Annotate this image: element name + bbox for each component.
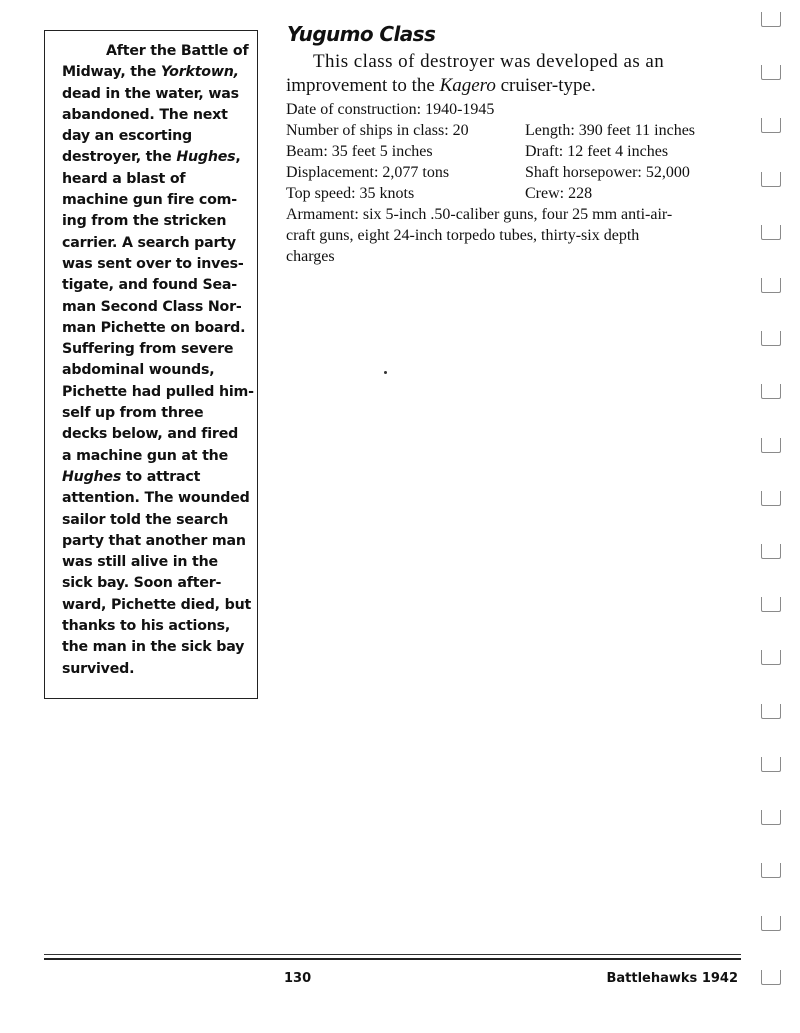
sidebar-line bbox=[62, 126, 249, 147]
sidebar-line bbox=[62, 637, 249, 658]
sidebar-text-run: self up from three bbox=[62, 405, 204, 422]
sidebar-text-run: was still alive in the bbox=[62, 554, 218, 571]
sidebar-line bbox=[62, 233, 249, 254]
binding-hole bbox=[761, 491, 781, 506]
sidebar-line bbox=[62, 382, 254, 403]
sidebar-anecdote-box bbox=[44, 30, 258, 699]
binding-hole bbox=[761, 225, 781, 240]
sidebar-text-run: party that another man bbox=[62, 532, 246, 549]
sidebar-line bbox=[62, 510, 249, 531]
sidebar-italic-run: Yorktown, bbox=[160, 64, 239, 81]
sidebar-text-run: carrier. A search party bbox=[62, 234, 236, 251]
sidebar-text-run: ward, Pichette died, but bbox=[62, 596, 252, 613]
sidebar-italic-run: Hughes bbox=[176, 149, 236, 166]
sidebar-text-run: ing from the stricken bbox=[62, 213, 227, 230]
sidebar-text-run: machine gun fire com- bbox=[62, 192, 237, 209]
sidebar-text-run: abandoned. The next bbox=[62, 106, 228, 123]
binding-hole bbox=[761, 916, 781, 931]
date-of-construction: Date of construction: 1940-1945 bbox=[286, 101, 495, 118]
sidebar-line bbox=[62, 573, 249, 594]
sidebar-line bbox=[62, 467, 249, 488]
binding-hole bbox=[761, 650, 781, 665]
binding-hole bbox=[761, 704, 781, 719]
binding-hole bbox=[761, 12, 781, 27]
sidebar-line bbox=[62, 318, 249, 339]
binding-hole bbox=[761, 438, 781, 453]
binding-hole bbox=[761, 544, 781, 559]
sidebar-text-run: survived. bbox=[62, 660, 135, 677]
sidebar-text-run: man Pichette on board. bbox=[62, 319, 246, 336]
intro-text-post: cruiser-type. bbox=[495, 75, 596, 96]
binding-hole bbox=[761, 384, 781, 399]
sidebar-line bbox=[62, 62, 249, 83]
spec-row bbox=[286, 183, 746, 204]
sidebar-line bbox=[62, 105, 249, 126]
spec-right: Shaft horsepower: 52,000 bbox=[525, 164, 690, 181]
spec-left: Beam: 35 feet 5 inches bbox=[286, 143, 433, 160]
sidebar-text-run: a machine gun at the bbox=[62, 447, 229, 464]
sidebar-line bbox=[62, 616, 249, 637]
spec-row bbox=[286, 162, 746, 183]
sidebar-text-run: tigate, and found Sea- bbox=[62, 277, 237, 294]
sidebar-text-run: the man in the sick bay bbox=[62, 639, 245, 656]
spec-right: Crew: 228 bbox=[525, 185, 593, 202]
page-number: 130 bbox=[284, 971, 312, 986]
spec-row bbox=[286, 141, 746, 162]
sidebar-text-run: Suffering from severe bbox=[62, 341, 234, 358]
article-title: Yugumo Class bbox=[287, 22, 436, 46]
armament-line: craft guns, eight 24-inch torpedo tubes, thirty-six depth bbox=[286, 227, 640, 244]
sidebar-line bbox=[62, 360, 249, 381]
sidebar-text-run: Midway, the bbox=[62, 64, 161, 81]
sidebar-line bbox=[62, 339, 249, 360]
intro-line-2 bbox=[286, 74, 746, 98]
sidebar-line bbox=[62, 254, 249, 275]
sidebar-line bbox=[62, 190, 249, 211]
spiral-binding bbox=[758, 0, 800, 1033]
sidebar-line bbox=[62, 659, 249, 680]
armament-line: Armament: six 5-inch .50-caliber guns, four 25 mm anti-air- bbox=[286, 206, 673, 223]
sidebar-text-run: decks below, and fired bbox=[62, 426, 239, 443]
sidebar-text-run: man Second Class Nor- bbox=[62, 298, 242, 315]
sidebar-text-run: After the Battle of bbox=[106, 43, 249, 59]
sidebar-line bbox=[62, 147, 249, 168]
stray-ink-dot bbox=[384, 371, 387, 374]
sidebar-text-run: Pichette had pulled him- bbox=[62, 383, 254, 400]
sidebar-text-run: destroyer, the bbox=[62, 149, 177, 166]
footer-rule-thin bbox=[44, 954, 741, 955]
binding-hole bbox=[761, 331, 781, 346]
binding-hole bbox=[761, 172, 781, 187]
binding-hole bbox=[761, 810, 781, 825]
binding-hole bbox=[761, 278, 781, 293]
sidebar-text-run: abdominal wounds, bbox=[62, 362, 215, 379]
sidebar-line bbox=[62, 169, 249, 190]
armament-line: charges bbox=[286, 248, 335, 265]
intro-line-1: This class of destroyer was developed as an bbox=[313, 51, 665, 72]
binding-hole bbox=[761, 118, 781, 133]
sidebar-text-run: was sent over to inves- bbox=[62, 255, 244, 272]
footer-rule-thick bbox=[44, 958, 741, 960]
sidebar-line bbox=[62, 488, 249, 509]
sidebar-line bbox=[62, 211, 249, 232]
sidebar-text-run: , bbox=[235, 149, 241, 166]
article-intro bbox=[286, 50, 746, 98]
specs-block bbox=[286, 99, 746, 267]
sidebar-line bbox=[62, 424, 249, 445]
sidebar-text-run: sailor told the search bbox=[62, 511, 229, 528]
spec-left: Number of ships in class: 20 bbox=[286, 122, 469, 139]
sidebar-text-run: thanks to his actions, bbox=[62, 618, 231, 635]
sidebar-line bbox=[62, 84, 249, 105]
spec-right: Length: 390 feet 11 inches bbox=[525, 122, 696, 139]
sidebar-text-run: sick bay. Soon after- bbox=[62, 575, 222, 592]
sidebar-text-run: day an escorting bbox=[62, 128, 193, 145]
sidebar-text-run: dead in the water, was bbox=[62, 85, 239, 102]
sidebar-line bbox=[62, 595, 252, 616]
sidebar-italic-run: Hughes bbox=[62, 468, 122, 485]
intro-text-pre: improvement to the bbox=[286, 75, 440, 96]
spec-left: Top speed: 35 knots bbox=[286, 185, 415, 202]
sidebar-line bbox=[62, 275, 249, 296]
sidebar-text-run: to attract bbox=[121, 468, 201, 485]
binding-hole bbox=[761, 597, 781, 612]
sidebar-line bbox=[62, 41, 249, 62]
binding-hole bbox=[761, 65, 781, 80]
binding-hole bbox=[761, 757, 781, 772]
binding-hole bbox=[761, 863, 781, 878]
sidebar-line bbox=[62, 297, 249, 318]
sidebar-line bbox=[62, 403, 249, 424]
spec-right: Draft: 12 feet 4 inches bbox=[525, 143, 669, 160]
binding-hole bbox=[761, 970, 781, 985]
spec-row bbox=[286, 120, 746, 141]
sidebar-line bbox=[62, 446, 249, 467]
sidebar-line bbox=[62, 531, 249, 552]
sidebar-text-run: heard a blast of bbox=[62, 170, 186, 187]
sidebar-text-run: attention. The wounded bbox=[62, 490, 250, 507]
sidebar-line bbox=[62, 552, 249, 573]
ship-name-kagero: Kagero bbox=[439, 75, 496, 96]
spec-left: Displacement: 2,077 tons bbox=[286, 164, 450, 181]
running-title: Battlehawks 1942 bbox=[606, 971, 738, 986]
